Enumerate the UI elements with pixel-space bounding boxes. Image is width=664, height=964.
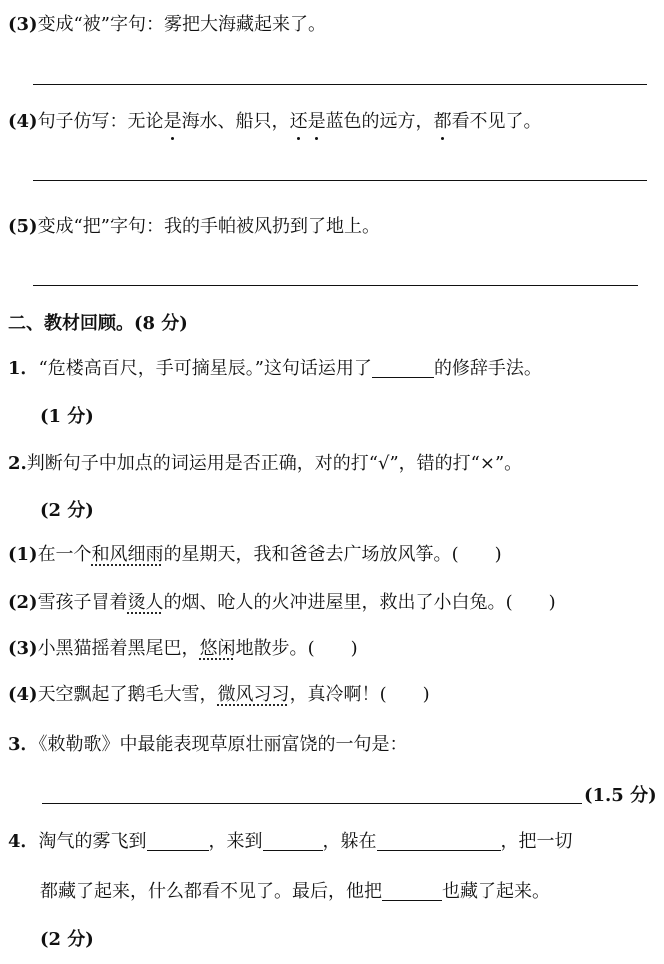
question-number: 2. — [8, 453, 27, 474]
judge-item — [8, 637, 358, 661]
question-number: 1． — [8, 358, 39, 379]
item-number: (3) — [8, 638, 38, 659]
question-number: 4． — [8, 831, 39, 852]
question-text: 海水、船只， — [181, 111, 290, 132]
question-text: 看不见了。 — [451, 111, 542, 132]
dotted-word: 都 — [433, 111, 452, 132]
score: (1 分) — [40, 406, 94, 427]
item-text: 的星期天，我和爸爸去广场放风筝。 — [163, 544, 452, 565]
fill-blank[interactable] — [382, 880, 442, 901]
question-text: 的修辞手法。 — [433, 358, 542, 379]
question-5-line — [8, 215, 380, 239]
question-text: 变成“把”字句：我的手帕被风扔到了地上。 — [37, 216, 380, 237]
item-text: 的烟、呛人的火冲进屋里，救出了小白兔。 — [163, 592, 506, 613]
answer-line[interactable] — [42, 803, 582, 804]
answer-line[interactable] — [33, 285, 638, 286]
dotted-word: 烫人 — [127, 592, 164, 613]
dotted-word: 还 — [289, 111, 308, 132]
fill-blank[interactable] — [377, 830, 501, 851]
section-heading: 二、教材回顾。(8 分) — [8, 313, 188, 334]
question-text: “危楼高百尺，手可摘星辰。”这句话运用了 — [38, 358, 372, 379]
question-text: 都藏了起来，什么都看不见了。最后，他把 — [40, 881, 382, 902]
question-2-line — [8, 452, 522, 476]
item-number: (1) — [8, 544, 38, 565]
item-text: ，真冷啊！ — [289, 684, 380, 705]
dotted-word: 和风细雨 — [91, 544, 164, 565]
question-text: 淘气的雾飞到 — [38, 831, 147, 852]
question-4-part2-line — [8, 830, 573, 854]
score: (1.5 分) — [584, 785, 657, 806]
score: (2 分) — [40, 500, 94, 521]
item-number: (4) — [8, 684, 38, 705]
judge-item — [8, 543, 502, 567]
question-text: ，躲在 — [322, 831, 377, 852]
question-text: 变成“被”字句：雾把大海藏起来了。 — [37, 14, 326, 35]
question-number: (4) — [8, 111, 38, 132]
question-text: 判断句子中加点的词运用是否正确，对的打“√”，错的打“×”。 — [26, 453, 523, 474]
question-text: 蓝色的远方， — [325, 111, 434, 132]
dotted-word: 是 — [307, 111, 326, 132]
item-text: 地散步。 — [235, 638, 308, 659]
question-number: 3． — [8, 734, 39, 755]
fill-blank[interactable] — [372, 357, 434, 378]
question-number: (3) — [8, 14, 38, 35]
question-4-part2-line2 — [40, 880, 550, 904]
judge-item — [8, 683, 430, 707]
answer-paren[interactable]: ( ) — [379, 684, 430, 705]
answer-paren[interactable]: ( ) — [451, 544, 502, 565]
question-text: 《敕勒歌》中最能表现草原壮丽富饶的一句是： — [38, 734, 408, 755]
answer-line[interactable] — [33, 180, 647, 181]
question-text: ，来到 — [208, 831, 263, 852]
dotted-word: 微风习习 — [217, 684, 290, 705]
answer-line[interactable] — [33, 84, 647, 85]
item-text: 雪孩子冒着 — [37, 592, 128, 613]
dotted-word: 悠闲 — [199, 638, 236, 659]
answer-paren[interactable]: ( ) — [307, 638, 358, 659]
question-text: 句子仿写：无论 — [37, 111, 164, 132]
item-number: (2) — [8, 592, 38, 613]
question-3-line — [8, 13, 326, 37]
question-3-part2-line — [8, 733, 408, 757]
item-text: 小黑猫摇着黑尾巴， — [37, 638, 200, 659]
dotted-word: 是 — [163, 111, 182, 132]
item-text: 在一个 — [37, 544, 92, 565]
question-number: (5) — [8, 216, 38, 237]
score: (2 分) — [40, 929, 94, 950]
question-text: 也藏了起来。 — [442, 881, 550, 902]
fill-blank[interactable] — [147, 830, 209, 851]
judge-item — [8, 591, 556, 615]
item-text: 天空飘起了鹅毛大雪， — [37, 684, 218, 705]
question-1-line — [8, 357, 542, 381]
question-text: ，把一切 — [500, 831, 573, 852]
question-4-line — [8, 110, 542, 134]
answer-paren[interactable]: ( ) — [505, 592, 556, 613]
fill-blank[interactable] — [263, 830, 323, 851]
